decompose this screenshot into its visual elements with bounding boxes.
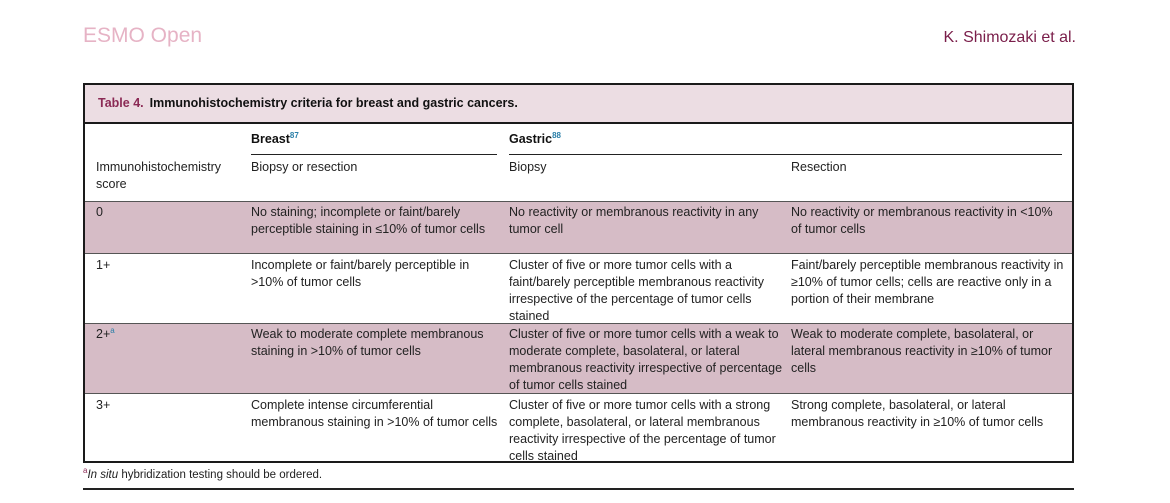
col-header-gastric-resection: Resection: [791, 160, 847, 174]
breast-cell: Weak to moderate complete membranous staining in >10% of tumor cells: [251, 327, 484, 358]
gastric-biopsy-cell: Cluster of five or more tumor cells with a weak to moderate complete, basolateral, or lateral membranous reactivity irrespective of percentage of tumor cells stained: [509, 327, 783, 392]
breast-ref: 87: [289, 130, 299, 140]
gastric-resection-cell: Strong complete, basolateral, or lateral membranous reactivity in ≥10% of tumor cells: [791, 398, 1044, 429]
table-footnote: [83, 466, 323, 481]
gastric-header-rule: [509, 154, 1062, 155]
col-header-breast: Biopsy or resection: [251, 160, 358, 174]
breast-cell: Complete intense circumferential membranous staining in >10% of tumor cells: [251, 398, 498, 429]
table-label: Table 4.: [98, 96, 144, 110]
breast-header-rule: [251, 154, 497, 155]
footnote-text: hybridization testing should be ordered.: [118, 469, 323, 481]
breast-label: Breast: [251, 132, 290, 146]
gastric-biopsy-cell: Cluster of five or more tumor cells with a strong complete, basolateral, or lateral membranous reactivity irrespective of the percentage of tumor cells stained: [509, 398, 776, 463]
table-row: [85, 202, 1072, 253]
gastric-group-header: [509, 131, 561, 148]
breast-cell: Incomplete or faint/barely perceptible in >10% of tumor cells: [251, 258, 470, 289]
gastric-biopsy-cell: No reactivity or membranous reactivity in any tumor cell: [509, 205, 759, 236]
score-cell: 1+: [96, 258, 111, 272]
breast-group-header: [251, 131, 299, 148]
col-header-gastric-biopsy: Biopsy: [509, 160, 547, 174]
gastric-biopsy-cell: Cluster of five or more tumor cells with a faint/barely perceptible membranous reactivity irrespective of the percentage of tumor cells stained: [509, 258, 764, 323]
gastric-label: Gastric: [509, 132, 553, 146]
criteria-table: [83, 83, 1074, 463]
table-row: [85, 324, 1072, 393]
footnote-marker: a: [83, 466, 88, 476]
table-title-bar: [85, 85, 1072, 124]
author-line: K. Shimozaki et al.: [943, 29, 1076, 46]
col-header-score: Immunohistochemistry score: [96, 160, 222, 191]
gastric-resection-cell: Weak to moderate complete, basolateral, or lateral membranous reactivity in ≥10% of tumor cells: [791, 327, 1053, 375]
gastric-ref: 88: [552, 130, 561, 140]
score-footnote-marker: a: [110, 325, 115, 335]
footnote-bottom-rule: [83, 488, 1074, 490]
footnote-italic: In situ: [87, 469, 119, 481]
table-row: [85, 394, 1072, 462]
table-title: Immunohistochemistry criteria for breast and gastric cancers.: [149, 96, 518, 110]
score-cell: [96, 326, 115, 343]
score-cell: 0: [96, 205, 103, 219]
gastric-resection-cell: Faint/barely perceptible membranous reactivity in ≥10% of tumor cells; cells are reactive only in a portion of their membrane: [791, 258, 1064, 306]
gastric-resection-cell: No reactivity or membranous reactivity in <10% of tumor cells: [791, 205, 1053, 236]
score-cell: 3+: [96, 398, 111, 412]
breast-cell: No staining; incomplete or faint/barely perceptible staining in ≤10% of tumor cells: [251, 205, 486, 236]
journal-name: ESMO Open: [83, 24, 203, 47]
table-row: [85, 254, 1072, 323]
score-value: 2+: [96, 327, 111, 341]
